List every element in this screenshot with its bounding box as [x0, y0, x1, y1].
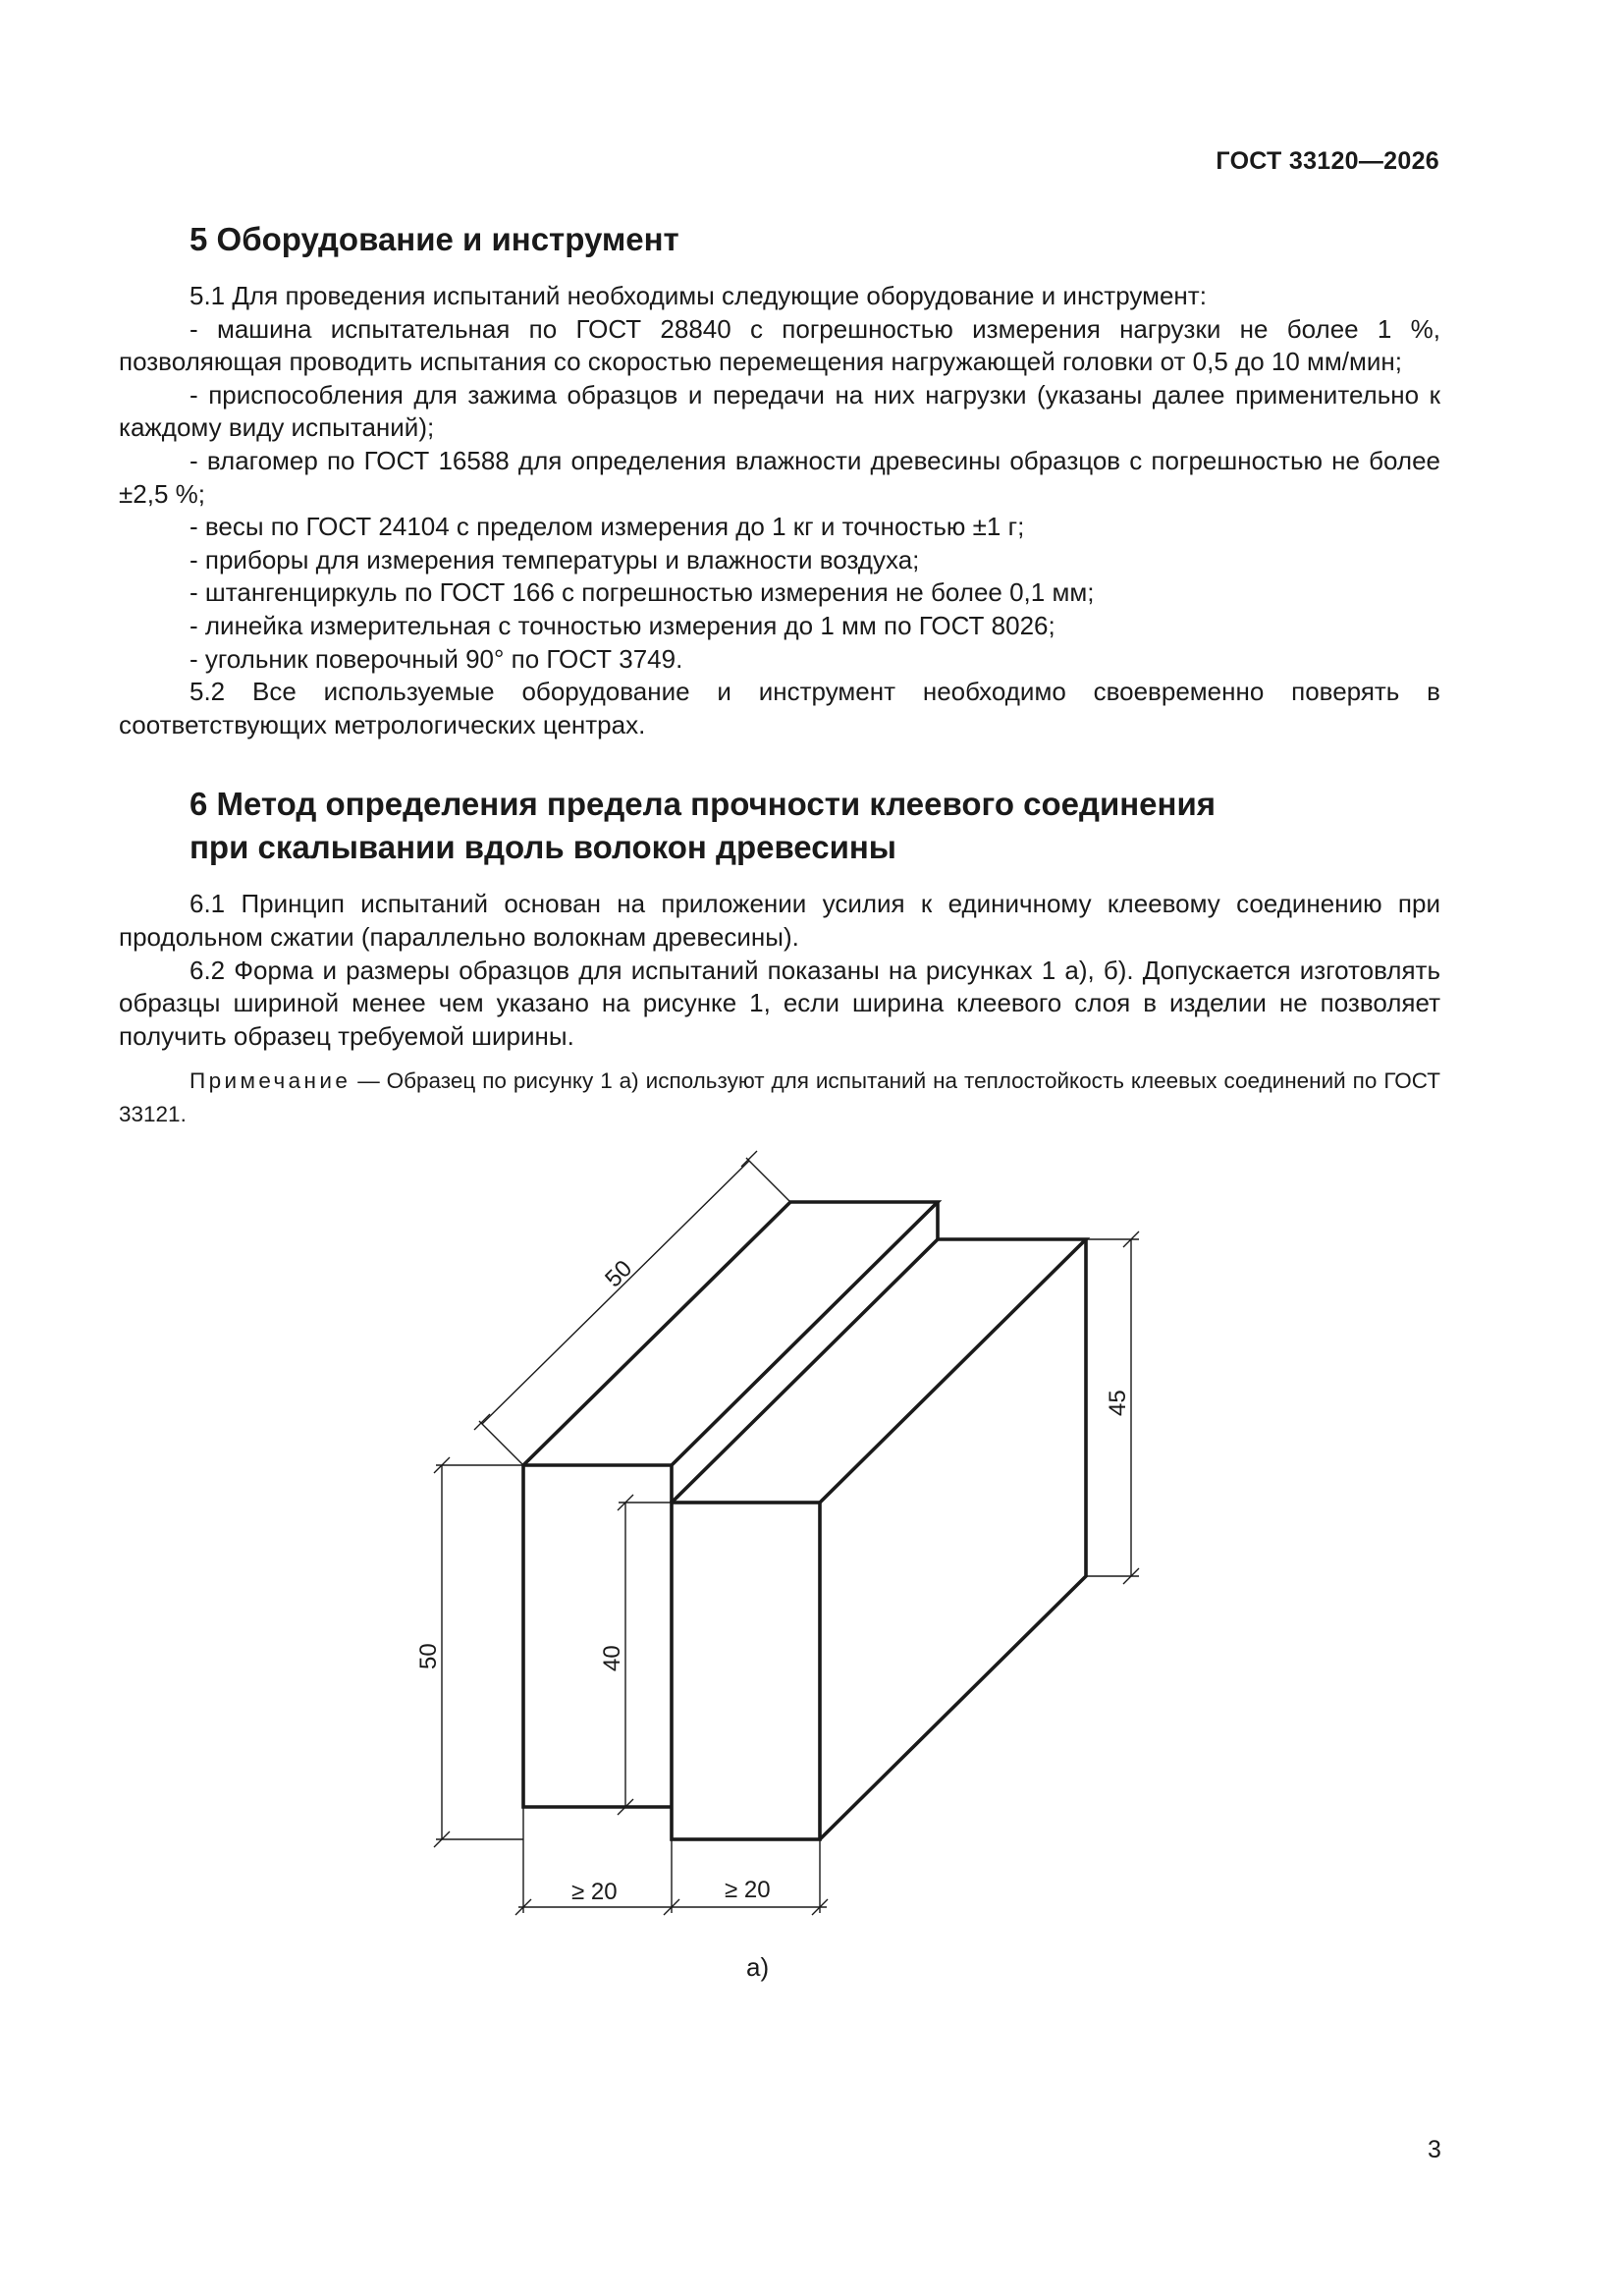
paragraph: 6.1 Принцип испытаний основан на приложении усилия к единичному клеевому соединению при продольном сжатии (параллельно волокнам древесины). [119, 889, 1440, 952]
list-item: - машина испытательная по ГОСТ 28840 с погрешностью измерения нагрузки не более 1 %, позволяющая проводить испытания со скоростью перемещения нагружающей головки от 0,5 до 10 мм/мин; [119, 313, 1440, 377]
figure-caption: а) [746, 1952, 770, 1982]
dim-height-inner-label: 40 [599, 1645, 625, 1671]
dimension-lines [434, 1151, 1139, 1915]
dim-width-left-label: ≥ 20 [571, 1879, 618, 1905]
list-item: - весы по ГОСТ 24104 с пределом измерения до 1 кг и точностью ±1 г; [189, 512, 1025, 542]
paragraph: 6.2 Форма и размеры образцов для испытаний показаны на рисунках 1 а), б). Допускается изготовлять образцы шириной менее чем указано на рисунке 1, если ширина клеевого слоя в изделии не позволяет получить образец требуемой ширины. [119, 955, 1440, 1051]
paragraph: 5.1 Для проведения испытаний необходимы следующие оборудование и инструмент: [189, 281, 1207, 310]
dim-height-back-label: 45 [1105, 1390, 1131, 1416]
specimen-outline [523, 1202, 1086, 1839]
section-5-title: 5 Оборудование и инструмент [189, 221, 679, 257]
dim-length-label: 50 [600, 1255, 638, 1293]
standard-code: ГОСТ 33120—2026 [1216, 147, 1439, 175]
left-block-front-face [523, 1465, 672, 1807]
note-text: — Образец по рисунку 1 а) используют для испытаний на теплостойкость клеевых соединений по ГОСТ 33121. [119, 1068, 1440, 1127]
dim-width-right-label: ≥ 20 [725, 1877, 771, 1903]
left-block-top-face [523, 1202, 938, 1465]
right-block-front-face [672, 1503, 820, 1839]
list-item: - штангенциркуль по ГОСТ 166 с погрешностью измерения не более 0,1 мм; [189, 577, 1095, 608]
list-item: - угольник поверочный 90° по ГОСТ 3749. [189, 643, 683, 674]
list-item: - влагомер по ГОСТ 16588 для определения влажности древесины образцов с погрешностью не более ±2,5 %; [119, 445, 1440, 509]
page-number: 3 [1428, 2136, 1441, 2163]
list-item: - приборы для измерения температуры и влажности воздуха; [189, 544, 920, 574]
note-label: Примечание [189, 1068, 352, 1094]
left-block-top-edge [523, 1465, 672, 1503]
section-6-title-line-1: 6 Метод определения предела прочности клеевого соединения [189, 786, 1217, 823]
section-6-title-line-2: при скалывании вдоль волокон древесины [189, 829, 896, 866]
right-block-side-face [820, 1239, 1086, 1839]
dim-height-left-label: 50 [415, 1643, 442, 1669]
list-item: - приспособления для зажима образцов и передачи на них нагрузки (указаны далее применительно к каждому виду испытаний); [119, 379, 1440, 443]
list-item: - линейка измерительная с точностью измерения до 1 мм по ГОСТ 8026; [189, 610, 1055, 640]
paragraph: 5.2 Все используемые оборудование и инструмент необходимо своевременно поверять в соответствующих метрологических центрах. [119, 677, 1440, 739]
right-block-top-face [672, 1239, 1086, 1503]
